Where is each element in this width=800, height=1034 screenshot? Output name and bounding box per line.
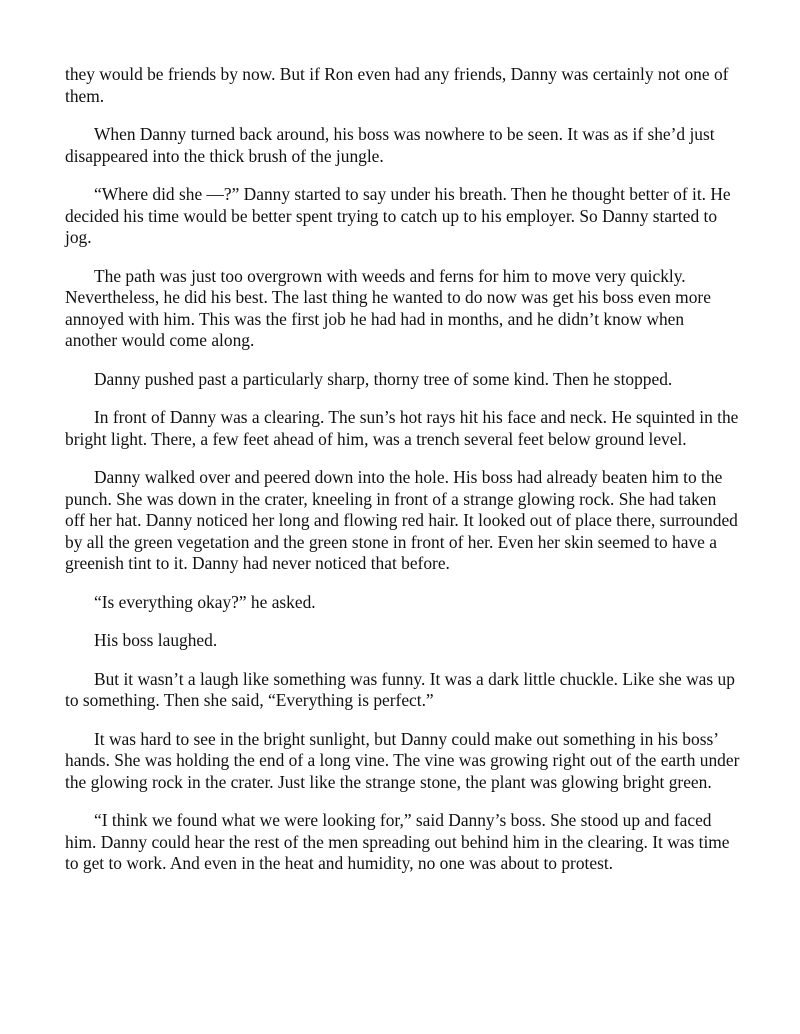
paragraph-12: “I think we found what we were looking for,” said Danny’s boss. She stood up and faced him. Danny could hear the rest of the men spreading out behind him in the clearing. It was time to get to work. And even in the heat and humidity, no one was about to protest. — [65, 810, 730, 873]
paragraph-9: His boss laughed. — [94, 630, 218, 650]
paragraph-4: The path was just too overgrown with weeds and ferns for him to move very quickly. Nevertheless, he did his best. The last thing he wanted to do now was get his boss even more annoyed with him. This was the first job he had had in months, and he didn’t know when another would come along. — [65, 265, 711, 350]
paragraph-5: Danny pushed past a particularly sharp, thorny tree of some kind. Then he stopped. — [94, 368, 673, 389]
paragraph-11: It was hard to see in the bright sunlight, but Danny could make out something in his boss’ hands. She was holding the end of a long vine. The vine was growing right out of the earth under the glowing rock in the crater. Just like the strange stone, the plant was glowing bright green. — [65, 728, 740, 792]
paragraph-2: When Danny turned back around, his boss was nowhere to be seen. It was as if she’d just disappeared into the thick brush of the jungle. — [65, 124, 715, 166]
document-page — [65, 64, 740, 892]
paragraph-1: they would be friends by now. But if Ron even had any friends, Danny was certainly not one of them. — [65, 64, 729, 106]
paragraph-10: But it wasn’t a laugh like something was funny. It was a dark little chuckle. Like she was up to something. Then she said, “Everything is perfect.” — [65, 668, 735, 710]
paragraph-3: “Where did she —?” Danny started to say under his breath. Then he thought better of it. He decided his time would be better spent trying to catch up to his employer. So Danny started to jog. — [65, 184, 731, 247]
paragraph-6: In front of Danny was a clearing. The sun’s hot rays hit his face and neck. He squinted in the bright light. There, a few feet ahead of him, was a trench several feet below ground level. — [65, 407, 739, 449]
paragraph-7: Danny walked over and peered down into the hole. His boss had already beaten him to the punch. She was down in the crater, kneeling in front of a strange glowing rock. She had taken off her hat. Danny noticed her long and flowing red hair. It looked out of place there, surrounded by all the green vegetation and the green stone in front of her. Even her skin seemed to have a greenish tint to it. Danny had never noticed that before. — [65, 467, 738, 573]
paragraph-8: “Is everything okay?” he asked. — [94, 591, 316, 612]
